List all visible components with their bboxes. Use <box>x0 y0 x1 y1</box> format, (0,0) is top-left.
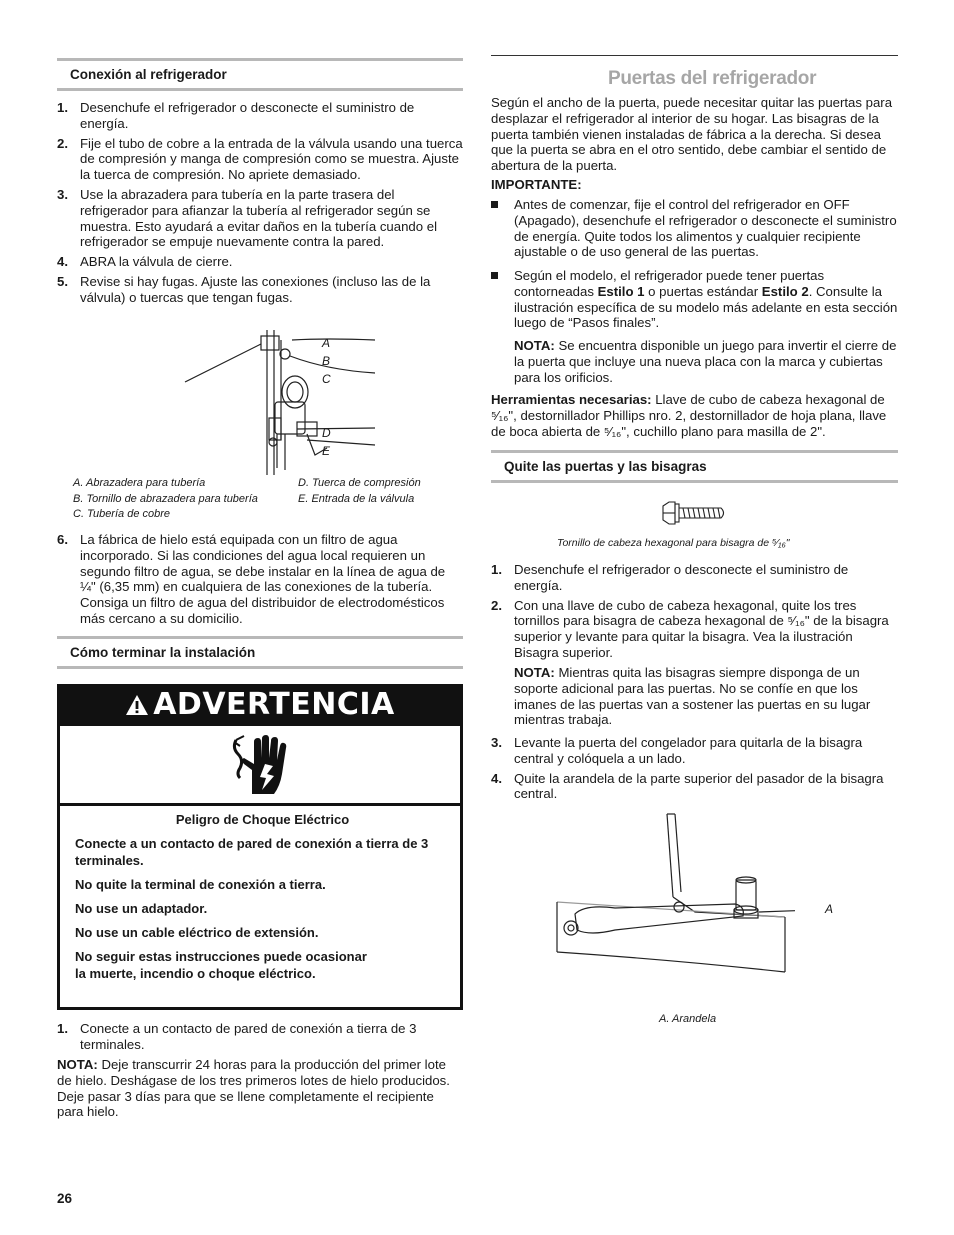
section-title: Quite las puertas y las bisagras <box>504 459 707 474</box>
connection-steps <box>57 100 463 306</box>
warning-line: la muerte, incendio o choque eléctrico. <box>75 966 316 981</box>
figure-caption-right: D. Tuerca de compresión E. Entrada de la válvula <box>298 477 421 505</box>
top-rule <box>491 55 898 56</box>
list-item: 5. Revise si hay fugas. Ajuste las conexiones (incluso las de la válvula) o tuercas que tengan fugas. <box>57 273 431 305</box>
screw-caption: Tornillo de cabeza hexagonal para bisagra de ⁵⁄₁₆" <box>557 537 790 549</box>
list-item: 4. ABRA la válvula de cierre. <box>57 254 233 270</box>
figure-letters: A B C <box>322 336 331 386</box>
important-label: IMPORTANTE: <box>491 177 582 192</box>
bullet-square-icon <box>491 201 498 208</box>
figure-caption-left: A. Abrazadera para tubería B. Tornillo de abrazadera para tubería C. Tubería de cobre <box>73 477 258 520</box>
section-title: Conexión al refrigerador <box>70 67 227 82</box>
list-item: 2. Fije el tubo de cobre a la entrada de la válvula usando una tuerca de compresión y manga de compresión como se muestra. Ajuste la tuerca de compresión. No apriete demasiado. <box>57 135 463 183</box>
warning-title: ADVERTENCIA <box>57 684 463 726</box>
section-header-conexion <box>57 58 463 91</box>
list-item: 1. Conecte a un contacto de pared de conexión a tierra de 3 terminales. <box>57 1021 417 1052</box>
hex-screw-icon <box>661 500 727 526</box>
intro-paragraph: Según el ancho de la puerta, puede necesitar quitar las puertas para desplazar el refrigerador al interior de su hogar. Las bisagras de la puerta también vienen instaladas de fábrica a la derecha. Si desea que la puerta se abra en el otro sentido, debe cambiar el sentido de abertura de la puerta. <box>491 95 893 174</box>
list-item: 4. Quite la arandela de la parte superior del pasador de la bisagra central. <box>491 770 884 802</box>
warning-heading: Peligro de Choque Eléctrico <box>175 812 350 827</box>
warning-line: No use un cable eléctrico de extensión. <box>75 925 319 940</box>
final-steps <box>57 1021 463 1053</box>
list-item: 6. La fábrica de hielo está equipada con un filtro de agua incorporado. Si las condiciones del agua local requieren un segundo filtro de agua, se debe instalar en la línea de agua de ¼" (6,35 mm) en cualquiera de las conexiones de la tubería. Consiga un filtro de agua del distribuidor de electrodomésticos más cercano a su domicilio. <box>57 532 446 626</box>
electric-shock-hand-icon <box>230 734 296 798</box>
warning-line: No seguir estas instrucciones puede ocasionar <box>75 949 367 964</box>
list-item: 1. Desenchufe el refrigerador o desconecte el suministro de energía. <box>491 562 849 593</box>
section-title: Cómo terminar la instalación <box>70 645 256 660</box>
section-header-quite <box>491 450 898 483</box>
list-item: 3. Use la abrazadera para tubería en la parte trasera del refrigerador para afianzar la tubería al refrigerador según se muestra. Esto ayudará a evitar daños en la tubería cuando el refrigerador se empuje nuevamente contra la pared. <box>57 186 438 250</box>
bullet-square-icon <box>491 272 498 279</box>
door-steps-b <box>491 735 898 802</box>
warning-line: No quite la terminal de conexión a tierra. <box>75 877 326 892</box>
warning-text-area <box>60 806 460 1007</box>
center-hinge-illustration <box>555 812 795 1002</box>
door-steps <box>491 562 898 661</box>
valve-illustration <box>177 330 377 475</box>
page-title: Puertas del refrigerador <box>608 68 817 89</box>
nota-paragraph: NOTA: Deje transcurrir 24 horas para la producción del primer lote de hielo. Deshágase de los tres primeros lotes de hielo producidos. Deje pasar 3 días para que se llene completamente el recipiente para hielo. <box>57 1057 450 1120</box>
nota-paragraph: NOTA: Se encuentra disponible un juego para invertir el cierre de la puerta que incluye una nueva placa con la marca y cubiertas para los orificios. <box>514 338 897 385</box>
nota-paragraph: NOTA: Mientras quita las bisagras siempre disponga de un soporte adicional para las puertas. No se confíe en que los imanes de las puertas van a sostener las puertas en su lugar mientras trabaja. <box>514 665 871 728</box>
list-item: 3. Levante la puerta del congelador para quitarla de la bisagra central y colóquela a un lado. <box>491 735 863 766</box>
warning-triangle-icon <box>125 686 149 728</box>
warning-icon-area <box>60 726 460 803</box>
bullet-item: Antes de comenzar, fije el control del refrigerador en OFF (Apagado), desenchufe el refrigerador o desconecte el suministro de energía. Quite todos los alimentos y cualquier recipiente ajustable o de uso general de las puertas. <box>491 197 898 260</box>
hinge-caption: A. Arandela <box>659 1013 717 1025</box>
page-number: 26 <box>57 1191 73 1206</box>
warning-line: Conecte a un contacto de pared de conexión a tierra de 3 terminales. <box>75 836 429 868</box>
warning-line: No use un adaptador. <box>75 901 208 916</box>
bullet-item: Según el modelo, el refrigerador puede tener puertas contorneadas Estilo 1 o puertas estándar Estilo 2. Consulte la ilustración específica de su modelo más adelante en esta sección luego de “Pasos finales”. <box>491 268 898 331</box>
list-item: 2. Con una llave de cubo de cabeza hexagonal, quite los tres tornillos para bisagra de cabeza hexagonal de ⁵⁄₁₆" de la bisagra superior y levante para quitar la bisagra. Vea la ilustración Bisagra superior. <box>491 597 889 660</box>
figure-letters-lower: D E <box>322 426 331 458</box>
warning-box <box>57 684 463 1010</box>
section-header-terminar <box>57 636 463 669</box>
step-six <box>57 532 463 627</box>
list-item: 1. Desenchufe el refrigerador o desconecte el suministro de energía. <box>57 100 415 131</box>
hinge-figure-letter: A <box>825 902 834 916</box>
tools-paragraph: Herramientas necesarias: Llave de cubo de cabeza hexagonal de ⁵⁄₁₆", destornillador Phillips nro. 2, destornillador de hoja plana, llave de boca abierta de ⁵⁄₁₆", cuchillo plano para masilla de 2". <box>491 392 887 439</box>
